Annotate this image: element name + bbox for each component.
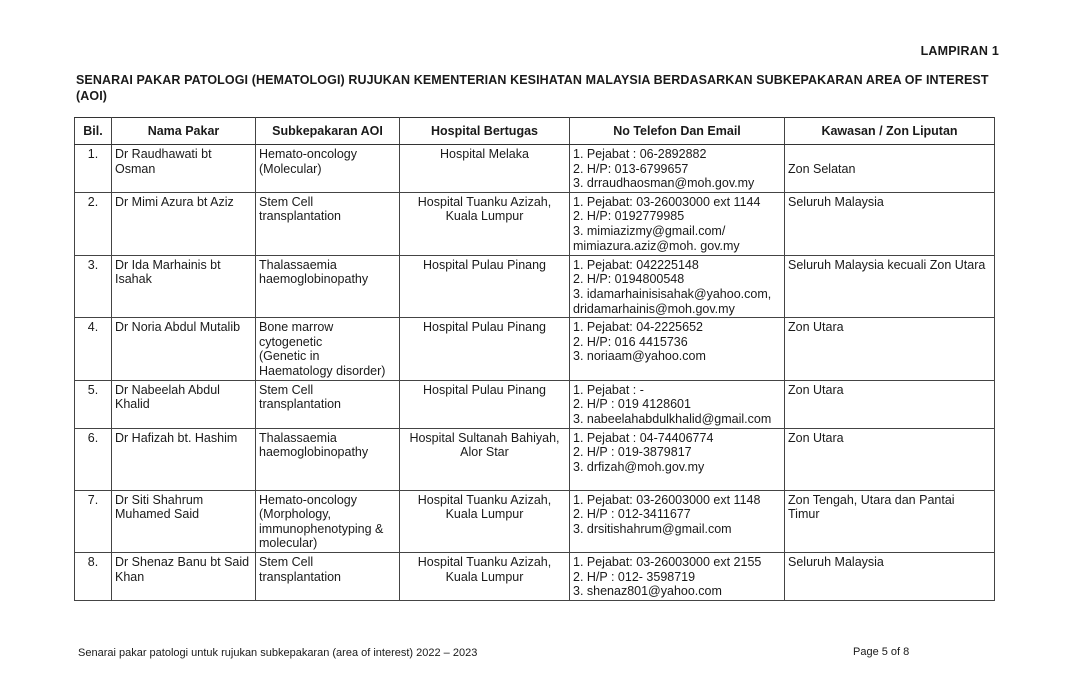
cell-nama-pakar-line: Dr Raudhawati bt: [115, 147, 212, 161]
cell-subkepakaran-line: haemoglobinopathy: [259, 445, 369, 460]
cell-bil: 7.: [75, 490, 112, 552]
cell-nama-pakar: [112, 428, 256, 490]
cell-contact: [570, 490, 785, 552]
cell-contact-line: 3. shenaz801@yahoo.com: [573, 584, 722, 599]
cell-nama-pakar-line: Khan: [115, 569, 145, 584]
cell-nama-pakar-line: Dr Shenaz Banu bt Said: [115, 554, 250, 569]
cell-contact-line: 2. H/P: 016 4415736: [573, 334, 688, 349]
cell-contact: [570, 552, 785, 600]
column-header-hospital: Hospital Bertugas: [400, 118, 570, 145]
cell-zon-line: [788, 147, 991, 162]
cell-nama-pakar-line: Dr Hafizah bt. Hashim: [115, 430, 238, 445]
cell-subkepakaran: [256, 318, 400, 380]
cell-subkepakaran-line: Hemato-oncology: [259, 147, 357, 161]
attachment-label: LAMPIRAN 1: [920, 44, 999, 58]
cell-bil: 3.: [75, 255, 112, 317]
cell-zon: [785, 255, 995, 317]
column-header-contact: No Telefon Dan Email: [570, 118, 785, 145]
cell-contact-line: 1. Pejabat: 04-2225652: [573, 320, 703, 335]
cell-contact-line: 3. drfizah@moh.gov.my: [573, 459, 705, 474]
cell-hospital-line: Kuala Lumpur: [445, 507, 524, 522]
cell-zon: [785, 552, 995, 600]
cell-hospital: [400, 318, 570, 380]
document-title: SENARAI PAKAR PATOLOGI (HEMATOLOGI) RUJUKAN KEMENTERIAN KESIHATAN MALAYSIA BERDASARKAN SUBKEPAKARAN AREA OF INTEREST (AOI): [76, 73, 989, 103]
cell-nama-pakar: [112, 318, 256, 380]
cell-contact-line: 1. Pejabat: 03-26003000 ext 1148: [573, 492, 761, 507]
cell-bil: 6.: [75, 428, 112, 490]
cell-contact-line: mimiazura.aziz@moh. gov.my: [573, 238, 740, 253]
table-row: [75, 380, 995, 428]
cell-subkepakaran-line: transplantation: [259, 209, 342, 224]
table-row: [75, 192, 995, 255]
cell-contact-line: 1. Pejabat: 03-26003000 ext 2155: [573, 554, 762, 569]
cell-hospital: [400, 552, 570, 600]
cell-subkepakaran-line: Stem Cell: [259, 554, 314, 569]
cell-subkepakaran-line: (Morphology,: [259, 507, 332, 522]
cell-zon: [785, 145, 995, 193]
cell-bil: 8.: [75, 552, 112, 600]
cell-zon-line: Zon Tengah, Utara dan Pantai: [788, 492, 955, 507]
cell-subkepakaran-line: Thalassaemia: [259, 257, 337, 272]
cell-hospital-line: Kuala Lumpur: [445, 569, 524, 584]
cell-bil: 5.: [75, 380, 112, 428]
table-header-row: [75, 118, 995, 145]
cell-contact-line: 2. H/P : 012-3411677: [573, 507, 691, 522]
cell-contact-line: 2. H/P: 0192779985: [573, 209, 685, 224]
cell-subkepakaran-line: Stem Cell: [259, 194, 314, 209]
cell-subkepakaran-line: cytogenetic: [259, 334, 323, 349]
cell-contact: [570, 428, 785, 490]
cell-subkepakaran-line: Stem Cell: [259, 382, 314, 397]
cell-hospital-line: Hospital Tuanku Azizah,: [417, 554, 552, 569]
cell-subkepakaran-line: Bone marrow: [259, 320, 334, 335]
cell-hospital-line: Hospital Pulau Pinang: [423, 257, 546, 272]
cell-contact: [570, 145, 785, 193]
cell-contact-line: dridamarhainis@moh.gov.my: [573, 301, 735, 316]
cell-nama-pakar-line: Dr Siti Shahrum: [115, 492, 204, 507]
cell-nama-pakar-line: Isahak: [115, 272, 152, 287]
cell-contact-line: 3. nabeelahabdulkhalid@gmail.com: [573, 411, 772, 426]
cell-zon-line: Zon Utara: [788, 430, 844, 445]
cell-contact-line: 2. H/P: 013-6799657: [573, 161, 689, 176]
cell-contact-line: 2. H/P : 012- 3598719: [573, 569, 696, 584]
cell-hospital: [400, 428, 570, 490]
cell-nama-pakar-line: Dr Noria Abdul Mutalib: [115, 320, 241, 335]
cell-hospital: [400, 192, 570, 255]
cell-bil: 2.: [75, 192, 112, 255]
cell-subkepakaran-line: (Genetic in: [259, 349, 320, 364]
cell-contact-line: 3. mimiazizmy@gmail.com/: [573, 223, 726, 238]
cell-contact-line: 1. Pejabat : 04-74406774: [573, 430, 714, 445]
table-row: [75, 318, 995, 380]
cell-subkepakaran-line: transplantation: [259, 397, 342, 412]
cell-hospital-line: Hospital Tuanku Azizah,: [417, 194, 552, 209]
cell-bil: 1.: [75, 145, 112, 193]
cell-zon: [785, 380, 995, 428]
cell-nama-pakar: [112, 145, 256, 193]
cell-nama-pakar-line: Dr Ida Marhainis bt: [115, 257, 221, 272]
cell-subkepakaran: [256, 192, 400, 255]
table-row: [75, 490, 995, 552]
cell-nama-pakar: [112, 380, 256, 428]
page-number: Page 5 of 8: [853, 646, 910, 658]
cell-subkepakaran-line: Haematology disorder): [259, 363, 386, 378]
table-row: [75, 255, 995, 317]
cell-zon-line: Zon Selatan: [788, 161, 856, 176]
cell-nama-pakar: [112, 552, 256, 600]
cell-hospital-line: Kuala Lumpur: [445, 209, 524, 224]
cell-zon: [785, 192, 995, 255]
cell-contact-line: 2. H/P : 019 4128601: [573, 397, 691, 412]
cell-nama-pakar: [112, 192, 256, 255]
cell-subkepakaran-line: transplantation: [259, 569, 342, 584]
cell-hospital-line: Hospital Sultanah Bahiyah,: [409, 430, 560, 445]
cell-subkepakaran-line: haemoglobinopathy: [259, 272, 369, 287]
cell-nama-pakar-line: Muhamed Said: [115, 507, 200, 522]
cell-zon-line: Zon Utara: [788, 320, 844, 335]
cell-zon-line: Timur: [788, 507, 820, 522]
cell-contact: [570, 255, 785, 317]
cell-nama-pakar: [112, 255, 256, 317]
cell-nama-pakar: [112, 490, 256, 552]
cell-contact: [570, 318, 785, 380]
cell-nama-pakar-line: Dr Mimi Azura bt Aziz: [115, 194, 234, 209]
cell-zon-line: Seluruh Malaysia: [788, 194, 884, 209]
cell-contact-line: 3. idamarhainisisahak@yahoo.com,: [573, 286, 772, 301]
table-row: [75, 428, 995, 490]
cell-contact-line: 1. Pejabat: 042225148: [573, 257, 699, 272]
cell-zon-line: Seluruh Malaysia: [788, 554, 884, 569]
column-header-zon: Kawasan / Zon Liputan: [785, 118, 995, 145]
cell-nama-pakar-line: Osman: [115, 161, 156, 176]
cell-hospital: [400, 490, 570, 552]
cell-subkepakaran: [256, 490, 400, 552]
cell-contact-line: 1. Pejabat : -: [573, 382, 644, 397]
cell-nama-pakar-line: Khalid: [115, 397, 150, 412]
column-header-bil: Bil.: [75, 118, 112, 145]
cell-subkepakaran-line: molecular): [259, 536, 318, 551]
cell-hospital-line: Alor Star: [460, 445, 509, 460]
cell-contact-line: 2. H/P: 0194800548: [573, 272, 685, 287]
cell-subkepakaran-line: Thalassaemia: [259, 430, 337, 445]
cell-zon-line: Seluruh Malaysia kecuali Zon Utara: [788, 257, 986, 272]
cell-subkepakaran: [256, 145, 400, 193]
cell-subkepakaran: [256, 255, 400, 317]
cell-subkepakaran: [256, 428, 400, 490]
cell-contact-line: 3. noriaam@yahoo.com: [573, 349, 706, 364]
cell-hospital: [400, 255, 570, 317]
table-row: [75, 552, 995, 600]
column-header-aoi: Subkepakaran AOI: [256, 118, 400, 145]
cell-zon-line: Zon Utara: [788, 382, 844, 397]
cell-contact: [570, 380, 785, 428]
cell-hospital-line: Hospital Pulau Pinang: [423, 382, 546, 397]
column-header-nama: Nama Pakar: [112, 118, 256, 145]
cell-subkepakaran-line: (Molecular): [259, 161, 322, 176]
specialist-table: [74, 117, 995, 601]
cell-zon: [785, 428, 995, 490]
cell-contact-line: 3. drraudhaosman@moh.gov.my: [573, 176, 755, 191]
cell-zon: [785, 318, 995, 380]
cell-contact: [570, 192, 785, 255]
table-row: [75, 145, 995, 193]
cell-hospital-line: Hospital Pulau Pinang: [423, 320, 546, 335]
cell-contact-line: 3. drsitishahrum@gmail.com: [573, 521, 732, 536]
cell-subkepakaran-line: Hemato-oncology: [259, 492, 357, 507]
cell-hospital-line: Hospital Melaka: [440, 147, 529, 161]
cell-contact-line: 1. Pejabat : 06-2892882: [573, 147, 707, 161]
cell-hospital: [400, 145, 570, 193]
cell-hospital: [400, 380, 570, 428]
cell-zon: [785, 490, 995, 552]
cell-contact-line: 1. Pejabat: 03-26003000 ext 1144: [573, 194, 761, 209]
cell-subkepakaran-line: immunophenotyping &: [259, 521, 384, 536]
cell-subkepakaran: [256, 380, 400, 428]
cell-subkepakaran: [256, 552, 400, 600]
cell-hospital-line: Hospital Tuanku Azizah,: [417, 492, 552, 507]
cell-bil: 4.: [75, 318, 112, 380]
cell-contact-line: 2. H/P : 019-3879817: [573, 445, 692, 460]
footer-caption: Senarai pakar patologi untuk rujukan subkepakaran (area of interest) 2022 – 2023: [78, 647, 478, 659]
cell-nama-pakar-line: Dr Nabeelah Abdul: [115, 382, 220, 397]
